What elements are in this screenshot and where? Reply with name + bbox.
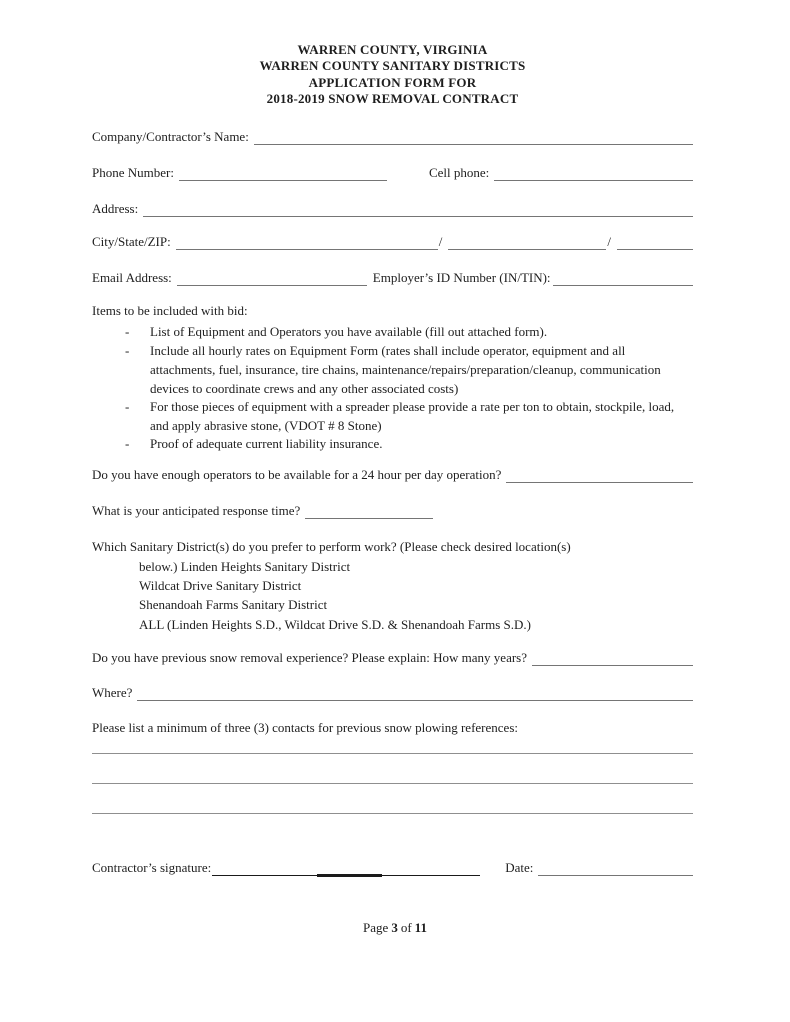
reference-entry-line-2[interactable]: [92, 783, 693, 784]
date-field[interactable]: [538, 870, 693, 876]
company-name-row: [92, 129, 693, 145]
bid-items-heading-row: [92, 303, 693, 319]
district-option-all[interactable]: ALL (Linden Heights S.D., Wildcat Drive S.D. & Shenandoah Farms S.D.): [139, 616, 531, 632]
district-options: [139, 557, 693, 634]
bullet-dash: -: [125, 343, 130, 358]
where-question-row: [92, 685, 693, 701]
bid-item-text: For those pieces of equipment with a spreader please provide a rate per ton to obtain, stockpile, load, and apply abrasive stone, (VDOT # 8 Stone): [150, 399, 675, 433]
cell-phone-label: Cell phone:: [428, 165, 490, 180]
bid-item: [125, 434, 693, 453]
bid-item-text: Include all hourly rates on Equipment Form (rates shall include operator, equipment and all attachments, fuel, insurance, tire chains, maintenance/repairs/preparation/cleanup, communication devices to coordinate crews and any other associated costs): [150, 343, 661, 396]
cell-phone-field[interactable]: [494, 175, 693, 181]
response-time-field[interactable]: [305, 513, 433, 519]
address-row: [92, 201, 693, 217]
address-label: Address:: [92, 201, 139, 216]
bid-item: [125, 322, 693, 341]
footer-page-word: Page: [363, 920, 389, 935]
footer-of-word: of: [400, 920, 412, 935]
operators-answer-field[interactable]: [506, 477, 693, 483]
operators-question-label: Do you have enough operators to be available for a 24 hour per day operation?: [92, 467, 502, 482]
company-name-label: Company/Contractor’s Name:: [92, 129, 249, 144]
signature-line-thick-segment: [317, 874, 382, 877]
document-header: [92, 42, 693, 107]
header-line-contract: 2018-2019 SNOW REMOVAL CONTRACT: [266, 90, 519, 106]
employer-id-label: Employer’s ID Number (IN/TIN):: [372, 270, 551, 285]
address-field[interactable]: [143, 211, 693, 217]
district-option-shenandoah-farms[interactable]: Shenandoah Farms Sanitary District: [139, 597, 328, 613]
bid-item: [125, 341, 693, 398]
city-state-zip-label: City/State/ZIP:: [92, 234, 171, 249]
phone-number-label: Phone Number:: [92, 165, 174, 180]
footer-total-pages: 11: [414, 920, 427, 935]
references-instruction-row: [92, 720, 693, 736]
bid-item: [125, 397, 693, 435]
state-zip-separator: /: [607, 234, 611, 249]
reference-entry-line-3[interactable]: [92, 813, 693, 814]
experience-question-label: Do you have previous snow removal experience? Please explain: How many years?: [92, 650, 527, 665]
email-address-field[interactable]: [177, 280, 367, 286]
where-question-label: Where?: [92, 685, 133, 700]
contractor-signature-label: Contractor’s signature:: [92, 860, 212, 875]
header-line-districts: WARREN COUNTY SANITARY DISTRICTS: [259, 58, 526, 74]
employer-id-field[interactable]: [553, 280, 693, 286]
header-line-application: APPLICATION FORM FOR: [308, 74, 477, 90]
signature-row: [92, 860, 693, 876]
districts-question-row: [92, 539, 693, 555]
phone-row: [92, 165, 693, 181]
where-answer-field[interactable]: [137, 695, 693, 701]
city-state-zip-row: [92, 234, 693, 250]
bid-item-text: Proof of adequate current liability insurance.: [150, 436, 383, 451]
experience-years-field[interactable]: [532, 660, 693, 666]
city-state-separator: /: [438, 234, 443, 249]
bid-item-text: List of Equipment and Operators you have available (fill out attached form).: [150, 324, 548, 339]
district-option-linden-heights[interactable]: below.) Linden Heights Sanitary District: [139, 559, 351, 574]
bullet-dash: -: [125, 324, 130, 339]
response-time-row: [92, 503, 693, 519]
company-name-field[interactable]: [254, 139, 693, 145]
email-row: [92, 270, 693, 286]
zip-field[interactable]: [617, 244, 693, 250]
reference-entry-line-1[interactable]: [92, 753, 693, 754]
response-time-label: What is your anticipated response time?: [92, 503, 301, 518]
email-address-label: Email Address:: [92, 270, 172, 285]
bid-items-heading: Items to be included with bid:: [92, 303, 248, 318]
city-field[interactable]: [176, 244, 438, 250]
footer-page-number: 3: [391, 920, 398, 935]
phone-number-field[interactable]: [179, 175, 387, 181]
references-instruction-label: Please list a minimum of three (3) contacts for previous snow plowing references:: [92, 720, 518, 735]
districts-question-label: Which Sanitary District(s) do you prefer to perform work? (Please check desired location(s): [92, 539, 571, 554]
page-footer: [0, 920, 790, 936]
bullet-dash: -: [125, 436, 130, 451]
header-line-county: WARREN COUNTY, VIRGINIA: [297, 42, 488, 57]
date-label: Date:: [505, 860, 534, 875]
experience-question-row: [92, 650, 693, 666]
contractor-signature-field[interactable]: [212, 870, 480, 876]
state-field[interactable]: [448, 244, 606, 250]
bullet-dash: -: [125, 399, 130, 414]
operators-question-row: [92, 467, 693, 483]
district-option-wildcat-drive[interactable]: Wildcat Drive Sanitary District: [139, 578, 302, 594]
